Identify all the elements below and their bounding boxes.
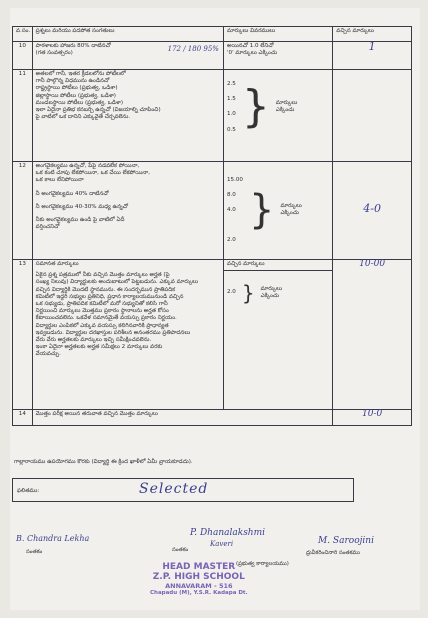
- detail-line: సంఖ్య నిలువు) విద్యార్థులకు అందుబాటులో పెట్టబడును. ఎక్కువ మార్కులు: [35, 279, 199, 286]
- row-marks: [223, 260, 332, 410]
- detail-line: ఒక సభ్యుడు, ప్రాతిపదిక కమిటీలో మరో సభ్యునితో కలిసి గానీ: [35, 301, 168, 308]
- signature-1: B. Chandra Lekha: [16, 534, 90, 543]
- brace-icon: }: [241, 281, 255, 305]
- obtained-score: 1: [368, 40, 376, 53]
- row-obtained: [333, 162, 412, 260]
- detail-line: జిల్లాస్థాయి పోటీలు (ప్రభుత్వ, ఒడిశా): [35, 92, 116, 99]
- brace-icon: }: [241, 81, 270, 133]
- result-value: Selected: [139, 481, 209, 497]
- marks-value: 1.5: [226, 96, 236, 103]
- row-details: [32, 42, 223, 70]
- obtained-score: 10-0: [362, 409, 383, 419]
- detail-line: మొత్తం పరీక్ష అయిన తరువాత వచ్చిన మొత్తం మార్కులు: [35, 411, 158, 417]
- table-row: [13, 162, 412, 260]
- detail-line: కేటాయించవలెను. ఒకవేళ సమానమైతే వయస్సు ప్రకారం నిర్ణయం.: [35, 315, 177, 322]
- brace-icon: }: [248, 187, 275, 234]
- office-use-note: గాల్లారాయము ఉపయోగము కొరకు (విద్యార్థి ఈ క్రింద ఖాళీలో ఏమీ వ్రాయకూడదు).: [14, 459, 193, 465]
- table-row: [13, 410, 412, 426]
- detail-line: (గత సంవత్సరం): [35, 50, 73, 57]
- table-row: [13, 260, 412, 410]
- marks-note: ఎక్కించు: [275, 107, 295, 114]
- detail-title: సమానత మార్కులు: [35, 261, 79, 267]
- signature-3-caption: ధ్రువీకరించినారి సంతకము: [306, 550, 360, 556]
- detail-line: ఏకైన ప్రశ్న పత్రములో నీకు వచ్చిన మొత్తం మార్కులు అర్హత (పై: [35, 272, 170, 279]
- marks-note: మార్కులు: [260, 285, 283, 292]
- marks-value: 2.0: [226, 236, 236, 243]
- marks-value: 2.5: [226, 81, 236, 87]
- marks-value: 15.00: [226, 177, 243, 183]
- table-row: [13, 70, 412, 162]
- marks-value: 0.5: [226, 126, 236, 133]
- row-no: 13: [13, 260, 33, 410]
- row-details: [32, 260, 223, 410]
- marks-value: 1.0: [226, 111, 236, 118]
- row-obtained: [333, 70, 412, 162]
- detail-line: పై వాటిలో ఒక దానిని ఎక్కువైతే చేర్చవలెను.: [35, 114, 131, 121]
- header-marks: మార్కులు వివరములు: [223, 27, 332, 42]
- table-row: [13, 42, 412, 70]
- obtained-score: 4-0: [363, 202, 381, 216]
- row-obtained: [333, 410, 412, 426]
- row-details: [32, 70, 223, 162]
- row-obtained: [333, 260, 412, 410]
- detail-line: ఇవ్వబడును. విద్యార్థుల దరఖాస్తుల పరిశీలన అనంతరము ప్రతిపాదనలు: [35, 329, 191, 336]
- signature-1-caption: సంతకం: [26, 549, 43, 555]
- detail-line: వేయవచ్చు.: [35, 351, 61, 358]
- header-details: ప్రశ్నలు మరియు పదపోత సంగతులు: [32, 27, 223, 42]
- stamp-line: HEAD MASTER: [162, 562, 236, 572]
- detail-line: మండలస్థాయి పోటీలు (ప్రభుత్వ, ఒడిశా): [35, 99, 124, 106]
- detail-line: అతలలో గానీ, ఇతర క్రీడలలోను పోటీలలో: [35, 71, 126, 77]
- result-box: [12, 478, 354, 502]
- marks-line: అయినచో 1.0 లేనిచో: [226, 43, 274, 49]
- row-no: 11: [13, 70, 33, 162]
- stamp-line: Chapadu (M), Y.S.R. Kadapa Dt.: [150, 590, 248, 596]
- header-serial: వ.సం.: [13, 27, 33, 42]
- row-no: 14: [13, 410, 33, 426]
- detail-line: నీ అంగవైకల్యము 40-30% మధ్య ఉన్నచో: [35, 203, 128, 210]
- row-no: 10: [13, 42, 33, 70]
- signature-2b: Kaveri: [210, 540, 234, 548]
- marks-value: 8.0: [226, 192, 236, 199]
- signature-3: M. Saroojini: [318, 536, 374, 546]
- detail-line: ఇలా ఏదైనా ప్రతిభ కనబర్చి ఉన్నచో (విజయాల్ని చూపించి): [35, 107, 161, 114]
- marks-note: మార్కులు: [280, 203, 302, 210]
- stamp-line: Z.P. HIGH SCHOOL: [152, 572, 245, 582]
- signature-2: P. Dhanalakshmi: [190, 528, 266, 538]
- marks-note: మార్కులు: [275, 100, 298, 107]
- marks-note: ఎక్కించు: [260, 293, 280, 299]
- detail-line: పాఠశాలకు హాజరు 80% దాటినచో: [35, 43, 111, 49]
- detail-line: నీ అంగవైకల్యము 40% దాటినచో: [35, 190, 109, 197]
- marks-line: '0' మార్కులు ఎక్కించు: [226, 50, 278, 57]
- detail-line: విద్యార్థుల ఎంపికలో ఎక్కువ వయస్సు కలిగినవారికి ప్రాధాన్యత: [35, 322, 169, 329]
- detail-line: ఒక కంటి చూపు లేకపోయినా, ఒక చేయి లేకపోయినా,: [35, 170, 151, 177]
- header-obtained: వచ్చిన మార్కులు: [333, 27, 412, 42]
- headmaster-stamp: [150, 562, 248, 597]
- detail-line: నీకు అంగవైకల్యము ఉండి పై వాటిలో ఏదీ: [35, 217, 125, 224]
- row-details: [32, 410, 333, 426]
- attendance-handwriting: 172 / 180 95%: [167, 45, 219, 53]
- detail-line: ఒక కాలు లేనిపోయినా: [35, 177, 84, 184]
- detail-line: వచ్చిన విద్యార్థికి మొదటి స్థానమును. ఈ సందర్భమున ప్రాతిపదిక: [35, 286, 176, 293]
- signature-mid-caption: సంతకం: [172, 547, 189, 553]
- marks-value: 2.0: [226, 289, 236, 296]
- marks-subheader: వచ్చిన మార్కులు: [224, 260, 332, 271]
- detail-line: రాష్ట్రస్థాయి పోటీలు (ప్రభుత్వ, ఒడిశా): [35, 85, 118, 92]
- obtained-score: 10-00: [359, 259, 386, 269]
- detail-line: అంగవైకల్యము ఉన్నచో, పేపై నడవలేక పోయినా,: [35, 163, 140, 169]
- row-marks: [223, 162, 332, 260]
- detail-line: కమిటీలో ఇద్దరి సభ్యుల ప్రతినిధి, ప్రధాన కార్యాలయమునుండి వచ్చిన: [35, 293, 184, 300]
- marks-table: [12, 26, 412, 426]
- signature-2-caption: (ప్రభుత్వ కార్యాలయము): [236, 561, 289, 567]
- detail-line: ఇంకా ఏదైనా అర్హతలకు అర్హత సమీక్షలు 2 మార్కులు వరకు: [35, 344, 163, 351]
- row-marks: [223, 70, 332, 162]
- detail-line: నిర్ణయించి మార్కులు మొత్తము ప్రకారం స్థానాలను అర్హత కోసం: [35, 308, 169, 315]
- row-no: 12: [13, 162, 33, 260]
- detail-line: వేరు వేరు అర్హతలకు మార్కులు ఇచ్చి సమీక్షించవలెను.: [35, 337, 152, 344]
- row-details: [32, 162, 223, 260]
- result-label: ఫలితము:: [17, 488, 40, 494]
- row-marks: [223, 42, 332, 70]
- row-obtained: [333, 42, 412, 70]
- detail-line: గానీ పాల్గొన్న విధమును ఉండినచో: [35, 78, 110, 85]
- table-header-row: [13, 27, 412, 42]
- stamp-line: ANNAVARAM - 516: [165, 582, 233, 590]
- marks-value: 4.0: [226, 207, 236, 214]
- marks-note: ఎక్కించు: [280, 210, 299, 217]
- detail-line: వర్తించనిచో: [35, 224, 60, 231]
